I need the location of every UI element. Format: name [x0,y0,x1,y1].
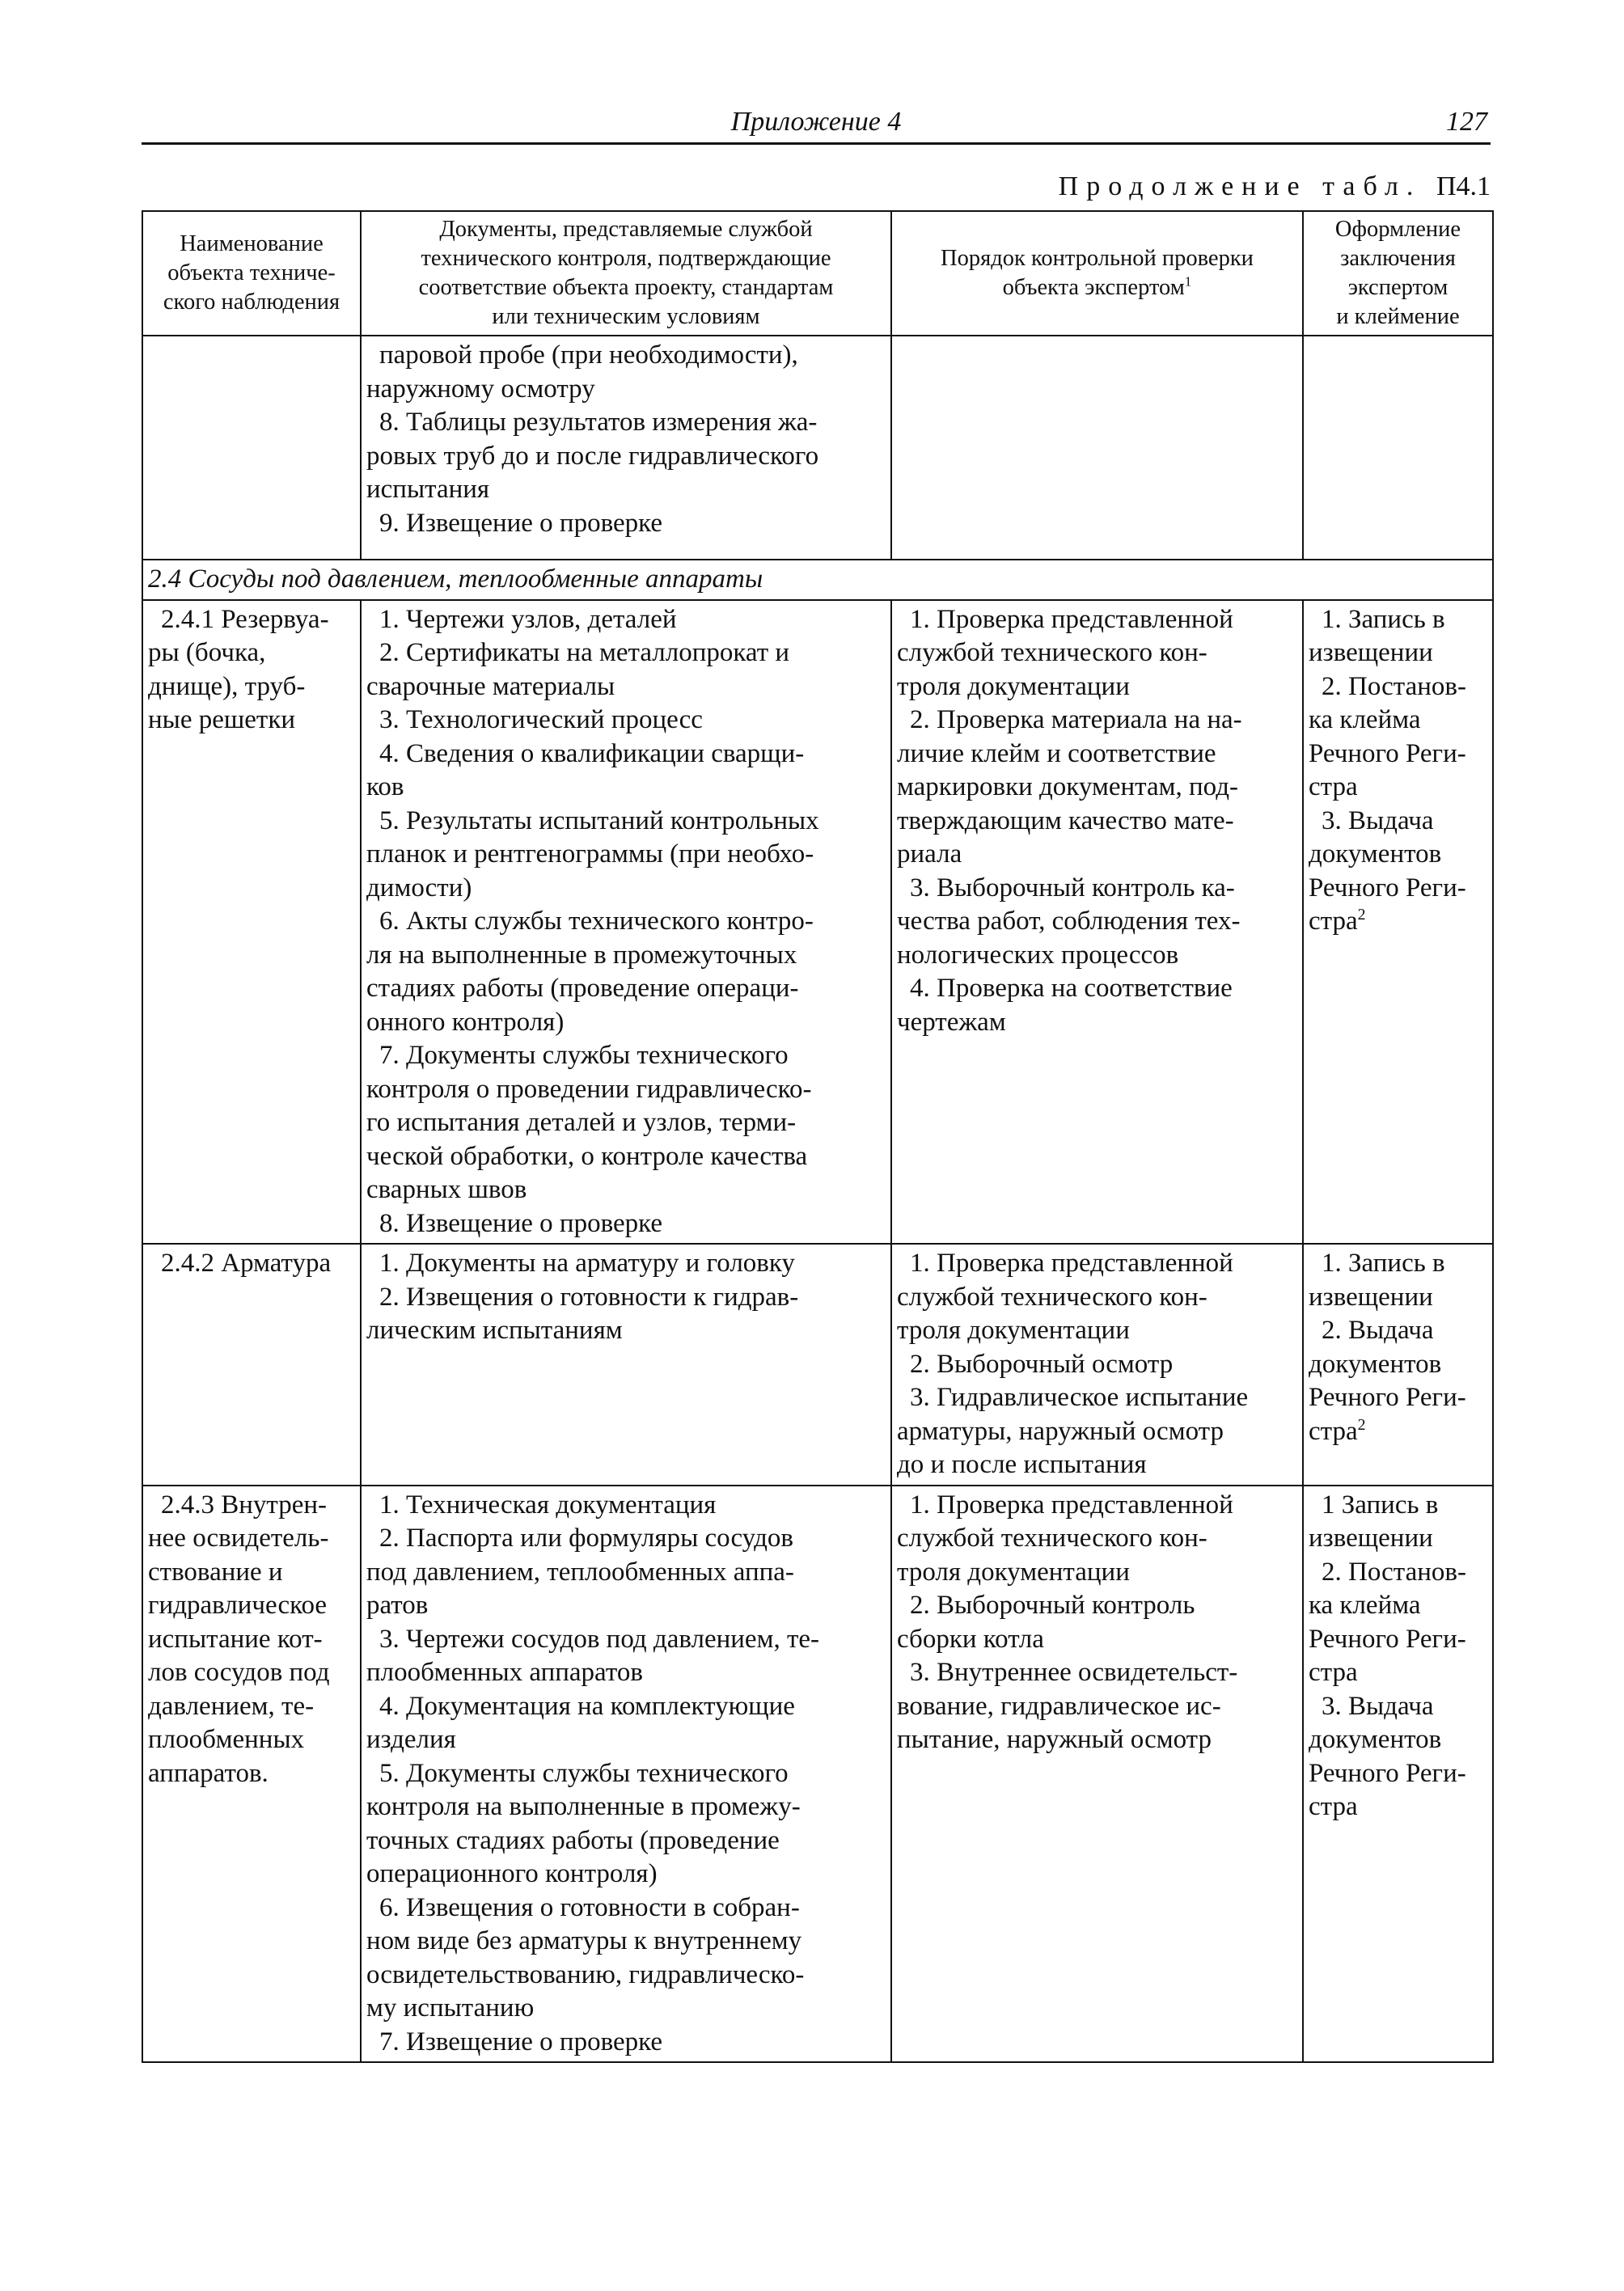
cell-text: ков [366,772,404,801]
cell-text-line [366,1959,886,1993]
header-line: объекта техниче- [167,260,336,285]
cell-text: ствование и [148,1557,283,1587]
cell-text: 1. Документы на арматуру и головку [379,1249,795,1278]
cell-text-line [897,905,1297,939]
cell-text: ные решетки [148,705,296,734]
cell-text: риала [897,839,962,869]
continued-docs-cell [361,336,891,560]
cell-text-line [897,838,1297,872]
cell-text: 8. Таблицы результатов измерения жа- [379,408,818,437]
cell-text: 3. Технологический процесс [379,705,703,734]
cell-text: 3. Выборочный контроль ка- [910,873,1235,902]
cell-text: 2. Извещения о готовности к гидрав- [379,1282,799,1312]
header-line: или техническим условиям [492,304,760,329]
cell-text-line [1309,1656,1487,1690]
check-procedure-cell [891,1486,1303,2063]
footnote-marker: 1 [1184,273,1192,290]
header-line: Наименование [180,231,324,256]
cell-text: троля документации [897,1316,1130,1345]
cell-text-line [1309,771,1487,805]
cell-text: испытание кот- [148,1624,323,1654]
documents-cell [361,600,891,1245]
cell-text-line [148,1247,355,1281]
cell-text: Речного Реги- [1309,1383,1466,1412]
cell-text-line [366,1589,886,1623]
cell-text: стра [1309,772,1358,801]
cell-text-line [1309,1281,1487,1315]
cell-text-line [366,738,886,771]
cell-text: ка клейма [1309,705,1421,734]
section-header-row [142,560,1493,600]
cell-text-line [366,1314,886,1348]
continued-row [142,336,1493,560]
cell-text-line [366,1173,886,1207]
cell-text: 9. Извещение о проверке [379,508,662,538]
cell-text-line [366,1690,886,1724]
cell-text-line [148,670,355,704]
cell-text: службой технического кон- [897,1282,1207,1312]
cell-text: 2. Постанов- [1322,1557,1467,1587]
cell-text: 2.4.3 Внутрен- [161,1490,328,1520]
cell-text-line [148,603,355,637]
cell-text: Речного Реги- [1309,1624,1466,1654]
cell-text: 4. Сведения о квалификации сварщи- [379,738,805,768]
cell-text-line [148,1623,355,1657]
cell-text-line [1309,1314,1487,1348]
cell-text-line [148,1556,355,1590]
cell-text: планок и рентгенограммы (при необхо- [366,839,814,869]
cell-text-line [1309,1690,1487,1724]
cell-text: 1. Запись в [1322,604,1445,634]
cell-text: ры (бочка, [148,638,266,667]
cell-text: 8. Извещение о проверке [379,1208,662,1238]
cell-text-line [366,473,886,507]
cell-text: контроля о проведении гидравлическо- [366,1074,812,1104]
cell-text: му испытанию [366,1993,535,2023]
cell-text: службой технического кон- [897,1524,1207,1553]
cell-text-line [1309,1790,1487,1824]
cell-text-line [897,1415,1297,1449]
header-line: и клеймение [1336,304,1460,329]
column-header-conclusion [1303,211,1493,336]
cell-text: извещении [1309,638,1433,667]
cell-text-line [1309,1247,1487,1281]
cell-text-line [148,1690,355,1724]
cell-text-line [148,1522,355,1556]
cell-text: 3. Гидравлическое испытание [910,1383,1249,1412]
cell-text-line [1309,636,1487,670]
cell-text: гидравлическое [148,1591,328,1620]
cell-text-line [1309,1723,1487,1757]
continued-name-cell [142,336,361,560]
cell-text-line [1309,670,1487,704]
cell-text-line [897,1589,1297,1623]
cell-text-line [366,1925,886,1959]
cell-text-line [897,1006,1297,1040]
cell-text-line [897,636,1297,670]
cell-text-line [366,339,886,373]
cell-text-line [366,939,886,973]
col3-header-line1: Порядок контрольной проверки [941,246,1254,271]
object-name-cell [142,1486,361,2063]
continuation-label: Продолжение табл. [1058,171,1422,201]
documents-cell [361,1244,891,1486]
documents-cell [361,1486,891,2063]
cell-text-line [366,1992,886,2026]
cell-text: 3. Чертежи сосудов под давлением, те- [379,1624,820,1654]
cell-text-line [148,1757,355,1791]
cell-text: стадиях работы (проведение операци- [366,974,799,1003]
running-title: Приложение 4 [730,107,902,137]
cell-text-line [366,1073,886,1107]
cell-text: вование, гидравлическое ис- [897,1691,1221,1721]
cell-text-line [897,1348,1297,1382]
cell-text-line [366,1556,886,1590]
cell-text: маркировки документам, под- [897,772,1238,801]
cell-text: паровой пробе (при необходимости), [379,340,798,370]
cell-text: извещении [1309,1282,1433,1312]
cell-text-line [148,1656,355,1690]
cell-text-line [366,1247,886,1281]
table-header-row [142,211,1493,336]
cell-text-line [366,872,886,906]
cell-text: троля документации [897,671,1130,701]
cell-text: 3. Выдача [1322,1691,1434,1721]
page-number: 127 [1446,107,1487,137]
cell-text-line [1309,1589,1487,1623]
cell-text: личие клейм и соответствие [897,738,1216,768]
inspection-table [142,210,1494,2063]
column-header-object-name [142,211,361,336]
column-header-check-procedure [891,211,1303,336]
cell-text-line [897,1314,1297,1348]
cell-text: 1. Запись в [1322,1249,1445,1278]
cell-text: освидетельствованию, гидравлическо- [366,1959,805,1989]
cell-text-line [897,1623,1297,1657]
cell-text: го испытания деталей и узлов, терми- [366,1108,797,1137]
object-name-cell [142,600,361,1245]
cell-text: 2. Выборочный осмотр [910,1349,1174,1379]
cell-text: сборки котла [897,1624,1044,1654]
cell-text-line [366,1006,886,1040]
cell-text-line [366,972,886,1006]
cell-text: ном виде без арматуры к внутреннему [366,1926,802,1955]
header-line: ского наблюдения [163,290,340,315]
cell-text: днище), труб- [148,671,306,701]
cell-text: нее освидетель- [148,1524,329,1553]
cell-text-line [366,805,886,839]
cell-text: стра [1309,1792,1358,1821]
cell-text-line [366,406,886,440]
cell-text-line [148,1489,355,1523]
cell-text: нологических процессов [897,940,1179,970]
table-row [142,600,1493,1245]
cell-text-line [366,1522,886,1556]
cell-text-line [366,1656,886,1690]
cell-text: 3. Выдача [1322,805,1434,835]
cell-text-line [1309,704,1487,738]
cell-text-line [366,1140,886,1174]
cell-text-line [897,738,1297,771]
cell-text-line [897,1723,1297,1757]
continued-result-cell [1303,336,1493,560]
cell-text-line [1309,1415,1487,1449]
col3-header-line2 [897,273,1297,302]
section-title: 2.4 Сосуды под давлением, теплообменные аппараты [142,560,1493,600]
cell-text: Речного Реги- [1309,1758,1466,1788]
col3-header-text: объекта экспертом [1002,275,1185,300]
cell-text-line [366,1207,886,1241]
cell-text-line [366,373,886,407]
cell-text-line [366,771,886,805]
cell-text-line [897,1281,1297,1315]
cell-text-line [1309,1556,1487,1590]
cell-text: 1. Техническая документация [379,1490,717,1520]
cell-text-line [366,1039,886,1073]
cell-text-line [1309,738,1487,771]
cell-text-line [897,1489,1297,1523]
cell-text-line [366,1858,886,1892]
cell-text: 2. Выборочный контроль [910,1591,1195,1620]
cell-text-line [366,670,886,704]
cell-text-line [366,1757,886,1791]
cell-text: 2. Паспорта или формуляры сосудов [379,1524,793,1553]
cell-text-line [1309,1381,1487,1415]
cell-text: 2.4.2 Арматура [161,1249,332,1278]
cell-text-line [897,670,1297,704]
cell-text-line [148,1589,355,1623]
continued-checks-cell [891,336,1303,560]
cell-text-line [366,1489,886,1523]
cell-text-line [148,704,355,738]
cell-text: 6. Акты службы технического контро- [379,907,814,936]
cell-text: точных стадиях работы (проведение [366,1825,780,1855]
header-line: соответствие объекта проекту, стандартам [418,275,834,300]
cell-text: арматуры, наружный осмотр [897,1416,1224,1446]
cell-text-line [897,1656,1297,1690]
table-row [142,1486,1493,2063]
cell-text: димости) [366,873,472,902]
cell-text-line [1309,872,1487,906]
cell-text-line [897,704,1297,738]
cell-text: стра [1309,1416,1358,1446]
cell-text: сварных швов [366,1175,527,1204]
table-number: П4.1 [1436,171,1491,201]
cell-text-line [1309,1348,1487,1382]
cell-text: плообменных [148,1725,305,1754]
cell-text: лическим испытаниям [366,1316,623,1345]
cell-text: стра [1309,1658,1358,1687]
cell-text: чества работ, соблюдения тех- [897,907,1241,936]
cell-text: документов [1309,1349,1442,1379]
cell-text-line [366,1106,886,1140]
cell-text-line [897,939,1297,973]
footnote-marker: 2 [1357,906,1366,924]
cell-text: аппаратов. [148,1758,269,1788]
cell-text-line [366,1623,886,1657]
column-header-documents [361,211,891,336]
cell-text: ля на выполненные в промежуточных [366,940,797,970]
cell-text: онного контроля) [366,1007,565,1037]
cell-text-line [366,507,886,541]
header-line: Документы, представляемые службой [439,217,813,242]
footnote-marker: 2 [1357,1415,1366,1434]
cell-text: ровых труб до и после гидравлического [366,441,819,471]
conclusion-cell [1303,1486,1493,2063]
cell-text-line [897,1247,1297,1281]
cell-text: 6. Извещения о готовности в собран- [379,1892,800,1922]
cell-text: 1. Проверка представленной [910,604,1233,634]
cell-text-line [366,1892,886,1925]
cell-text-line [1309,1623,1487,1657]
cell-text: 1. Чертежи узлов, деталей [379,604,677,634]
table-continuation-caption [1059,171,1491,202]
cell-text-line [366,636,886,670]
check-procedure-cell [891,1244,1303,1486]
cell-text-line [897,805,1297,839]
cell-text-line [897,1522,1297,1556]
cell-text-line [897,1448,1297,1482]
cell-text: документов [1309,1725,1442,1754]
cell-text: сварочные материалы [366,671,615,701]
cell-text: 3. Внутреннее освидетельст- [910,1658,1238,1687]
cell-text-line [1309,838,1487,872]
cell-text: Речного Реги- [1309,738,1466,768]
cell-text-line [366,440,886,474]
cell-text-line [897,972,1297,1006]
cell-text-line [1309,603,1487,637]
cell-text: чертежам [897,1007,1006,1037]
cell-text: извещении [1309,1524,1433,1553]
conclusion-cell [1303,600,1493,1245]
cell-text: 7. Извещение о проверке [379,2027,662,2056]
cell-text: 2. Выдача [1322,1316,1434,1345]
table-row [142,1244,1493,1486]
cell-text: 5. Документы службы технического [379,1758,789,1788]
cell-text-line [897,1556,1297,1590]
cell-text: стра [1309,907,1358,936]
cell-text-line [1309,1522,1487,1556]
cell-text: 2. Проверка материала на на- [910,705,1242,734]
cell-text: 1 Запись в [1322,1490,1439,1520]
cell-text-line [366,1281,886,1315]
cell-text-line [366,1723,886,1757]
header-line: технического контроля, подтверждающие [421,246,831,271]
header-line: Оформление [1334,217,1461,242]
header-line: экспертом [1347,275,1448,300]
cell-text: пытание, наружный осмотр [897,1725,1212,1754]
cell-text: службой технического кон- [897,638,1207,667]
cell-text-line [366,2026,886,2060]
cell-text-line [1309,1489,1487,1523]
cell-text: операционного контроля) [366,1859,658,1888]
check-procedure-cell [891,600,1303,1245]
cell-text: 1. Проверка представленной [910,1490,1233,1520]
cell-text: лов сосудов под [148,1658,330,1687]
cell-text: давлением, те- [148,1691,315,1721]
cell-text-line [148,636,355,670]
cell-text: документов [1309,839,1442,869]
cell-text: 2. Постанов- [1322,671,1467,701]
cell-text: контроля на выполненные в промежу- [366,1792,801,1821]
cell-text-line [366,704,886,738]
cell-text: 1. Проверка представленной [910,1249,1233,1278]
cell-text: ческой обработки, о контроле качества [366,1141,808,1171]
cell-text: 2.4.1 Резервуа- [161,604,329,634]
cell-text-line [148,1723,355,1757]
cell-text: троля документации [897,1557,1130,1587]
cell-text-line [366,603,886,637]
cell-text: Речного Реги- [1309,873,1466,902]
cell-text: 2. Сертификаты на металлопрокат и [379,638,790,667]
cell-text-line [1309,805,1487,839]
cell-text: 7. Документы службы технического [379,1041,789,1070]
cell-text: до и после испытания [897,1450,1147,1479]
cell-text-line [897,1690,1297,1724]
cell-text: испытания [366,475,490,504]
header-line: заключения [1340,246,1456,271]
cell-text: ратов [366,1591,429,1620]
cell-text-line [366,1790,886,1824]
cell-text: плообменных аппаратов [366,1658,643,1687]
cell-text: 5. Результаты испытаний контрольных [379,805,819,835]
conclusion-cell [1303,1244,1493,1486]
cell-text-line [366,838,886,872]
cell-text: 4. Документация на комплектующие [379,1691,795,1721]
cell-text-line [897,603,1297,637]
cell-text-line [366,905,886,939]
cell-text: наружному осмотру [366,374,595,404]
cell-text: 4. Проверка на соответствие [910,974,1233,1003]
cell-text-line [897,1381,1297,1415]
cell-text: ка клейма [1309,1591,1421,1620]
cell-text-line [1309,1757,1487,1791]
cell-text: тверждающим качество мате- [897,805,1234,835]
cell-text: под давлением, теплообменных аппа- [366,1557,794,1587]
page-header [142,104,1491,145]
cell-text-line [897,872,1297,906]
object-name-cell [142,1244,361,1486]
cell-text-line [1309,905,1487,939]
cell-text-line [366,1824,886,1858]
cell-text: изделия [366,1725,456,1754]
cell-text-line [897,771,1297,805]
